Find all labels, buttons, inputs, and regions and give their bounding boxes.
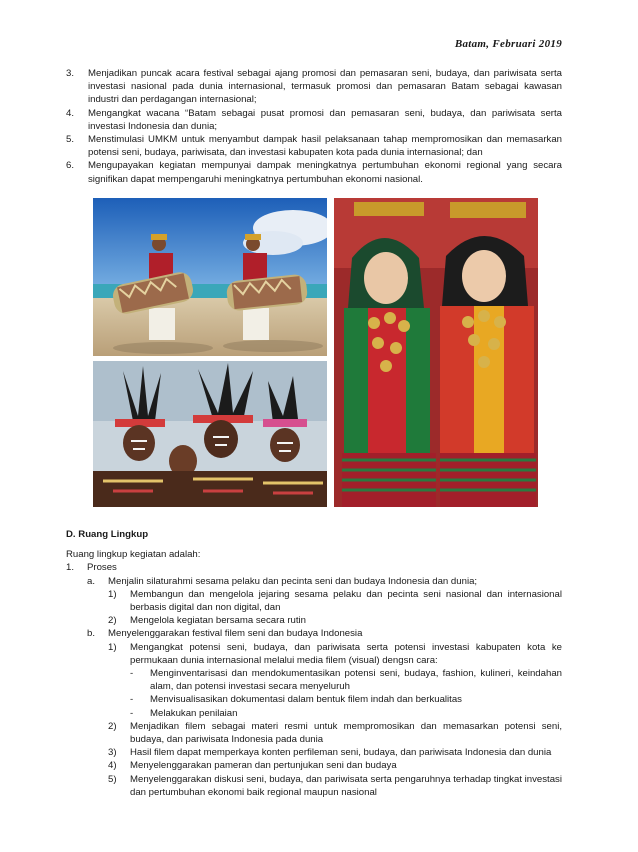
item-text: Menyelenggarakan festival filem seni dan budaya Indonesia xyxy=(108,628,363,640)
item-text: Menstimulasi UMKM untuk menyambut dampak hasil pelaksanaan tahap mempromosikan dan memasarkan potensi seni, budaya, pariwisata, dan investasi kabupaten kota pada dunia internasional; dan xyxy=(88,134,562,159)
list-item xyxy=(66,759,562,772)
list-item xyxy=(66,159,562,185)
list-item xyxy=(66,614,562,627)
list-item xyxy=(66,667,562,693)
item-text: Melakukan penilaian xyxy=(150,707,238,719)
section-intro: Ruang lingkup kegiatan adalah: xyxy=(66,549,201,561)
item-number: 4) xyxy=(108,760,117,772)
list-item xyxy=(66,693,562,706)
item-text: Menjadikan puncak acara festival sebagai ajang promosi dan pemasaran seni, budaya, dan pariwisata serta investasi nasional pada dunia internasional, termasuk promosi dan pemasaran Batam sebagai kawasan industri dan perdagangan internasional; xyxy=(88,68,562,106)
item-number: 6. xyxy=(66,160,75,172)
list-item xyxy=(66,627,562,640)
item-text: Mengelola kegiatan bersama secara rutin xyxy=(130,615,306,627)
list-item xyxy=(66,773,562,799)
item-number: 2) xyxy=(108,615,117,627)
item-text: Hasil filem dapat memperkaya konten perfileman seni, budaya, dan pariwisata Indonesia dan dunia xyxy=(130,747,552,759)
item-number: 5) xyxy=(108,773,117,785)
papuan-dancers-photo xyxy=(93,361,327,507)
list-item xyxy=(66,107,562,133)
item-text: Menginventarisasi dan mendokumentasikan potensi seni, budaya, fashion, kulineri, keindahan alam, dan potensi investasi secara menyeluruh xyxy=(150,668,562,693)
item-text: Proses xyxy=(87,562,117,574)
item-number: 1) xyxy=(108,641,117,653)
item-text: Menyelenggarakan diskusi seni, budaya, dan pariwisata serta pengaruhnya terhadap tingkat investasi dan pertumbuhan ekonomi baik regional maupun nasional xyxy=(130,773,562,798)
item-number: 1. xyxy=(66,562,75,574)
header-date: Batam, Februari 2019 xyxy=(454,38,562,50)
list-item xyxy=(66,641,562,667)
item-text: Membangun dan mengelola jejaring sesama pelaku dan pecinta seni nasional dan internasional berbasis digital dan non digital, dan xyxy=(130,588,562,614)
list-item xyxy=(66,561,562,574)
list-item xyxy=(66,588,562,614)
list-item xyxy=(66,720,562,746)
item-number: 4. xyxy=(66,107,75,119)
list-item xyxy=(66,707,562,720)
item-number: 3) xyxy=(108,747,117,759)
list-item xyxy=(66,746,562,759)
item-number: 1) xyxy=(108,588,117,600)
traditional-dress-women-photo xyxy=(334,198,538,507)
list-item xyxy=(66,67,562,107)
item-text: Menyelenggarakan pameran dan pertunjukan seni dan budaya xyxy=(130,760,397,772)
beach-drummers-photo xyxy=(93,198,327,356)
item-bullet: - xyxy=(130,694,134,706)
item-number: 5. xyxy=(66,134,75,146)
objectives-list xyxy=(66,67,562,186)
list-item xyxy=(66,575,562,588)
item-text: Mengupayakan kegiatan mempunyai dampak meningkatnya pertumbuhan ekonomi regional yang secara signifikan dapat mempengaruhi meningkatnya pertumbuhan ekonomi nasional. xyxy=(88,160,562,185)
list-item xyxy=(66,133,562,159)
item-bullet: - xyxy=(130,707,134,719)
item-number: 2) xyxy=(108,720,117,732)
section-title: D. Ruang Lingkup xyxy=(66,529,149,540)
item-number: 3. xyxy=(66,68,75,79)
item-text: Menjalin silaturahmi sesama pelaku dan pecinta seni dan budaya Indonesia dan dunia; xyxy=(108,575,478,587)
item-text: Menjadikan filem sebagai materi resmi untuk mempromosikan dan memasarkan potensi seni, budaya, dan pariwisata Indonesia pada dunia xyxy=(130,720,562,746)
item-number: a. xyxy=(87,575,96,587)
item-text: Mengangkat wacana “Batam sebagai pusat promosi dan pemasaran seni, budaya, dan pariwisata serta investasi Indonesia dan dunia; xyxy=(88,107,562,132)
scope-section xyxy=(66,528,562,799)
item-text: Mengangkat potensi seni, budaya, dan pariwisata serta potensi investasi kabupaten kota ke permukaan dunia internasional melalui media filem (visual) dengsn cara: xyxy=(130,641,562,666)
item-number: b. xyxy=(87,628,96,640)
item-text: Menvisualisasikan dokumentasi dalam bentuk filem indah dan berkualitas xyxy=(150,694,462,706)
item-bullet: - xyxy=(130,668,134,680)
